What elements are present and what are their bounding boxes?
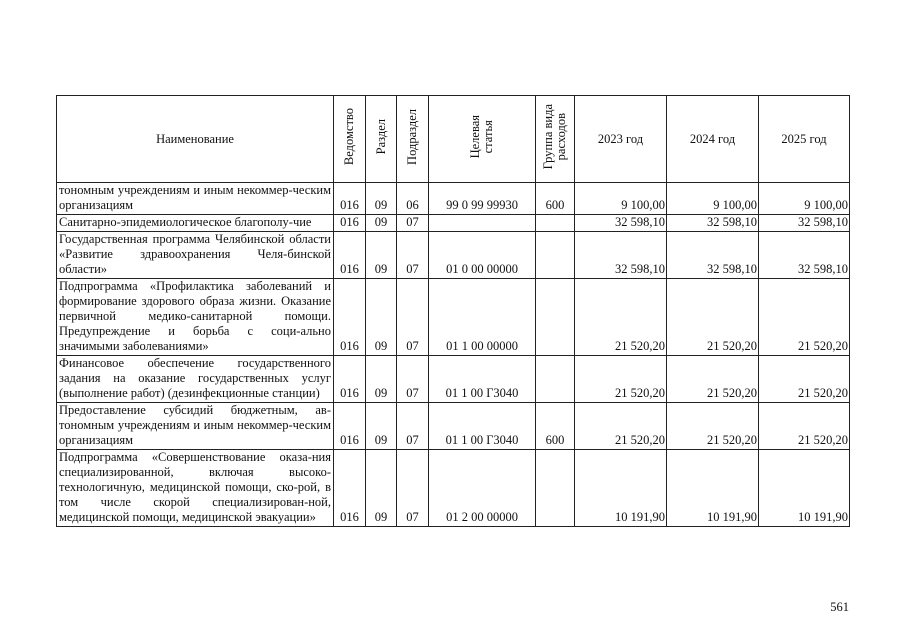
cell-celevaya-statya: 01 1 00 Г3040 xyxy=(429,356,536,403)
cell-podrazdel: 06 xyxy=(397,183,429,215)
cell-razdel: 09 xyxy=(366,232,397,279)
header-celevaya-statya: Целевая статья xyxy=(429,96,536,183)
cell-podrazdel: 07 xyxy=(397,215,429,232)
cell-2023: 32 598,10 xyxy=(575,215,667,232)
cell-razdel: 09 xyxy=(366,356,397,403)
header-2025: 2025 год xyxy=(759,96,850,183)
cell-2024: 32 598,10 xyxy=(667,215,759,232)
cell-name: Подпрограмма «Профилактика заболеваний и формирование здорового образа жизни. Оказание первичной медико-санитарной помощи. Предупреждение и борьба с соци-ально значимыми заболеваниями» xyxy=(57,279,334,356)
cell-name: Санитарно-эпидемиологическое благополу-чие xyxy=(57,215,334,232)
cell-celevaya-statya: 01 0 00 00000 xyxy=(429,232,536,279)
cell-razdel: 09 xyxy=(366,450,397,527)
cell-gruppa-vida xyxy=(536,215,575,232)
table-row xyxy=(57,232,850,279)
cell-vedomstvo: 016 xyxy=(334,183,366,215)
budget-table xyxy=(56,95,850,527)
header-2023: 2023 год xyxy=(575,96,667,183)
page-number: 561 xyxy=(830,600,849,614)
cell-podrazdel: 07 xyxy=(397,232,429,279)
header-2024: 2024 год xyxy=(667,96,759,183)
cell-razdel: 09 xyxy=(366,403,397,450)
cell-2024: 21 520,20 xyxy=(667,279,759,356)
cell-gruppa-vida xyxy=(536,356,575,403)
table-row xyxy=(57,403,850,450)
cell-celevaya-statya: 99 0 99 99930 xyxy=(429,183,536,215)
cell-podrazdel: 07 xyxy=(397,450,429,527)
cell-vedomstvo: 016 xyxy=(334,403,366,450)
cell-2025: 9 100,00 xyxy=(759,183,850,215)
cell-2024: 9 100,00 xyxy=(667,183,759,215)
cell-2023: 21 520,20 xyxy=(575,279,667,356)
cell-gruppa-vida xyxy=(536,450,575,527)
cell-2023: 10 191,90 xyxy=(575,450,667,527)
cell-2023: 32 598,10 xyxy=(575,232,667,279)
cell-razdel: 09 xyxy=(366,215,397,232)
table-row xyxy=(57,279,850,356)
cell-2024: 21 520,20 xyxy=(667,356,759,403)
cell-2025: 21 520,20 xyxy=(759,403,850,450)
cell-gruppa-vida: 600 xyxy=(536,183,575,215)
cell-2024: 10 191,90 xyxy=(667,450,759,527)
cell-podrazdel: 07 xyxy=(397,356,429,403)
table-row xyxy=(57,183,850,215)
cell-name: Предоставление субсидий бюджетным, ав-тономным учреждениям и иным некоммер-ческим организациям xyxy=(57,403,334,450)
cell-celevaya-statya: 01 2 00 00000 xyxy=(429,450,536,527)
cell-2023: 21 520,20 xyxy=(575,403,667,450)
cell-vedomstvo: 016 xyxy=(334,450,366,527)
cell-name: тономным учреждениям и иным некоммер-ческим организациям xyxy=(57,183,334,215)
cell-name: Государственная программа Челябинской области «Развитие здравоохранения Челя-бинской области» xyxy=(57,232,334,279)
cell-gruppa-vida xyxy=(536,232,575,279)
cell-podrazdel: 07 xyxy=(397,403,429,450)
cell-2025: 21 520,20 xyxy=(759,356,850,403)
cell-vedomstvo: 016 xyxy=(334,356,366,403)
cell-razdel: 09 xyxy=(366,183,397,215)
header-razdel: Раздел xyxy=(366,96,397,183)
cell-2023: 21 520,20 xyxy=(575,356,667,403)
table-row xyxy=(57,215,850,232)
header-vedomstvo: Ведомство xyxy=(334,96,366,183)
cell-2025: 32 598,10 xyxy=(759,232,850,279)
table-row xyxy=(57,356,850,403)
cell-vedomstvo: 016 xyxy=(334,232,366,279)
cell-2024: 32 598,10 xyxy=(667,232,759,279)
cell-razdel: 09 xyxy=(366,279,397,356)
cell-name: Финансовое обеспечение государственного задания на оказание государственных услуг (выполнение работ) (дезинфекционные станции) xyxy=(57,356,334,403)
cell-2025: 21 520,20 xyxy=(759,279,850,356)
header-podrazdel: Подраздел xyxy=(397,96,429,183)
cell-vedomstvo: 016 xyxy=(334,215,366,232)
cell-2025: 10 191,90 xyxy=(759,450,850,527)
cell-name: Подпрограмма «Совершенствование оказа-ния специализированной, включая высоко-технологичную, медицинской помощи, ско-рой, в том числе скорой специализирован-ной, медицинской помощи, медицинской эвакуации» xyxy=(57,450,334,527)
header-gruppa-vida-rashodov: Группа вида расходов xyxy=(536,96,575,183)
header-name: Наименование xyxy=(57,96,334,183)
cell-2025: 32 598,10 xyxy=(759,215,850,232)
cell-gruppa-vida xyxy=(536,279,575,356)
cell-podrazdel: 07 xyxy=(397,279,429,356)
cell-celevaya-statya: 01 1 00 00000 xyxy=(429,279,536,356)
table-header-row xyxy=(57,96,850,183)
table-row xyxy=(57,450,850,527)
cell-celevaya-statya xyxy=(429,215,536,232)
cell-2024: 21 520,20 xyxy=(667,403,759,450)
cell-celevaya-statya: 01 1 00 Г3040 xyxy=(429,403,536,450)
cell-vedomstvo: 016 xyxy=(334,279,366,356)
cell-gruppa-vida: 600 xyxy=(536,403,575,450)
cell-2023: 9 100,00 xyxy=(575,183,667,215)
